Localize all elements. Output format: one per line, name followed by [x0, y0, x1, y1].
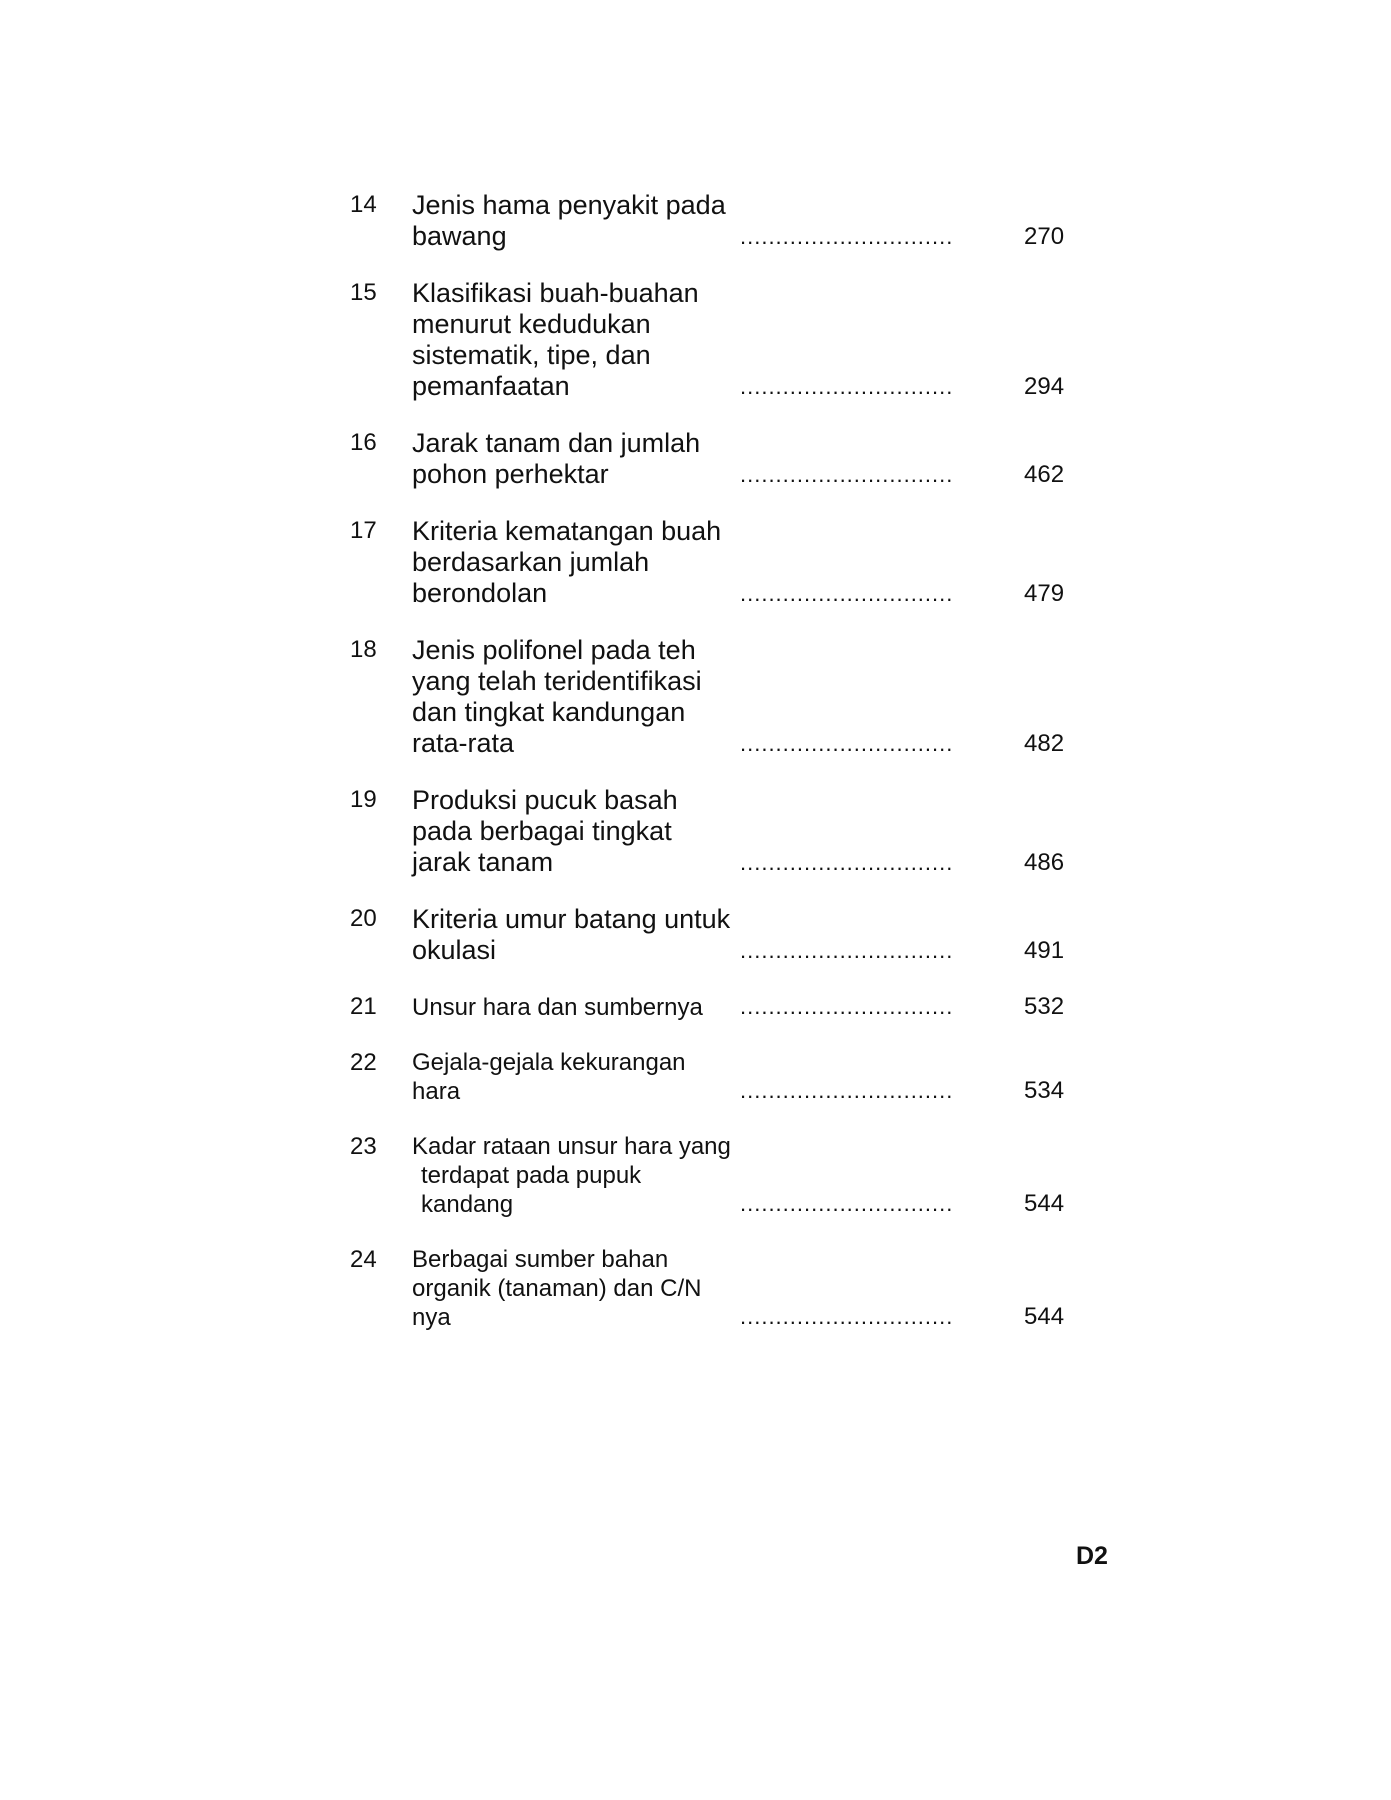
dot-leader: ..............................: [740, 581, 954, 606]
entry-number: 23: [350, 1133, 377, 1160]
toc-entry: [350, 190, 1110, 252]
entry-page: 479: [1024, 580, 1065, 607]
toc-entry: [350, 428, 1110, 490]
entry-title: Jenis polifonel pada teh yang telah teridentifikasi dan tingkat kandungan rata-rata: [412, 635, 702, 758]
dot-leader: ..............................: [740, 1191, 954, 1216]
entry-page: 534: [1024, 1077, 1065, 1104]
entry-number: 21: [350, 993, 377, 1020]
entry-page: 270: [1024, 223, 1065, 250]
dot-leader: ..............................: [740, 850, 954, 875]
entry-page: 462: [1024, 461, 1065, 488]
dot-leader: ..............................: [740, 1304, 954, 1329]
entry-number: 15: [350, 279, 377, 306]
toc-entry: [350, 1048, 1110, 1106]
entry-title: Berbagai sumber bahan organik (tanaman) dan C/N nya: [412, 1246, 702, 1331]
entry-page: 544: [1024, 1190, 1065, 1217]
entry-title: Gejala-gejala kekurangan hara: [412, 1049, 686, 1105]
section-code: D2: [1076, 1542, 1108, 1570]
dot-leader: ..............................: [740, 224, 954, 249]
dot-leader: ..............................: [740, 374, 954, 399]
entry-page: 482: [1024, 730, 1065, 757]
dot-leader: ..............................: [740, 731, 954, 756]
entry-title: Jenis hama penyakit pada bawang: [412, 190, 726, 251]
dot-leader: ..............................: [740, 994, 954, 1019]
toc-entry: [350, 635, 1110, 759]
entry-page: 544: [1024, 1303, 1065, 1330]
entry-number: 24: [350, 1246, 377, 1273]
toc-entry: [350, 904, 1110, 966]
dot-leader: ..............................: [740, 1078, 954, 1103]
entry-number: 18: [350, 636, 377, 663]
dot-leader: ..............................: [740, 938, 954, 963]
entry-title: Kadar rataan unsur hara yang terdapat pada pupuk kandang: [412, 1133, 731, 1218]
entry-page: 532: [1024, 993, 1065, 1020]
toc-entry: [350, 1245, 1110, 1332]
toc-entry: [350, 278, 1110, 402]
entry-page: 491: [1024, 937, 1065, 964]
entry-number: 22: [350, 1049, 377, 1076]
entry-title: Jarak tanam dan jumlah pohon perhektar: [412, 428, 701, 489]
toc-entry: [350, 1132, 1110, 1219]
entry-number: 17: [350, 517, 377, 544]
entry-page: 294: [1024, 373, 1065, 400]
entry-title: Kriteria umur batang untuk okulasi: [412, 904, 731, 965]
entry-title: Produksi pucuk basah pada berbagai tingkat jarak tanam: [412, 785, 678, 877]
entry-title: Unsur hara dan sumbernya: [412, 994, 703, 1021]
table-of-contents: [350, 190, 1110, 1358]
toc-entry: [350, 992, 1110, 1022]
dot-leader: ..............................: [740, 462, 954, 487]
toc-entry: [350, 516, 1110, 609]
entry-page: 486: [1024, 849, 1065, 876]
entry-number: 20: [350, 905, 377, 932]
entry-number: 19: [350, 786, 377, 813]
toc-entry: [350, 785, 1110, 878]
entry-number: 14: [350, 191, 377, 218]
entry-title: Klasifikasi buah-buahan menurut kedudukan sistematik, tipe, dan pemanfaatan: [412, 278, 699, 401]
entry-number: 16: [350, 429, 377, 456]
entry-title: Kriteria kematangan buah berdasarkan jumlah berondolan: [412, 516, 722, 608]
